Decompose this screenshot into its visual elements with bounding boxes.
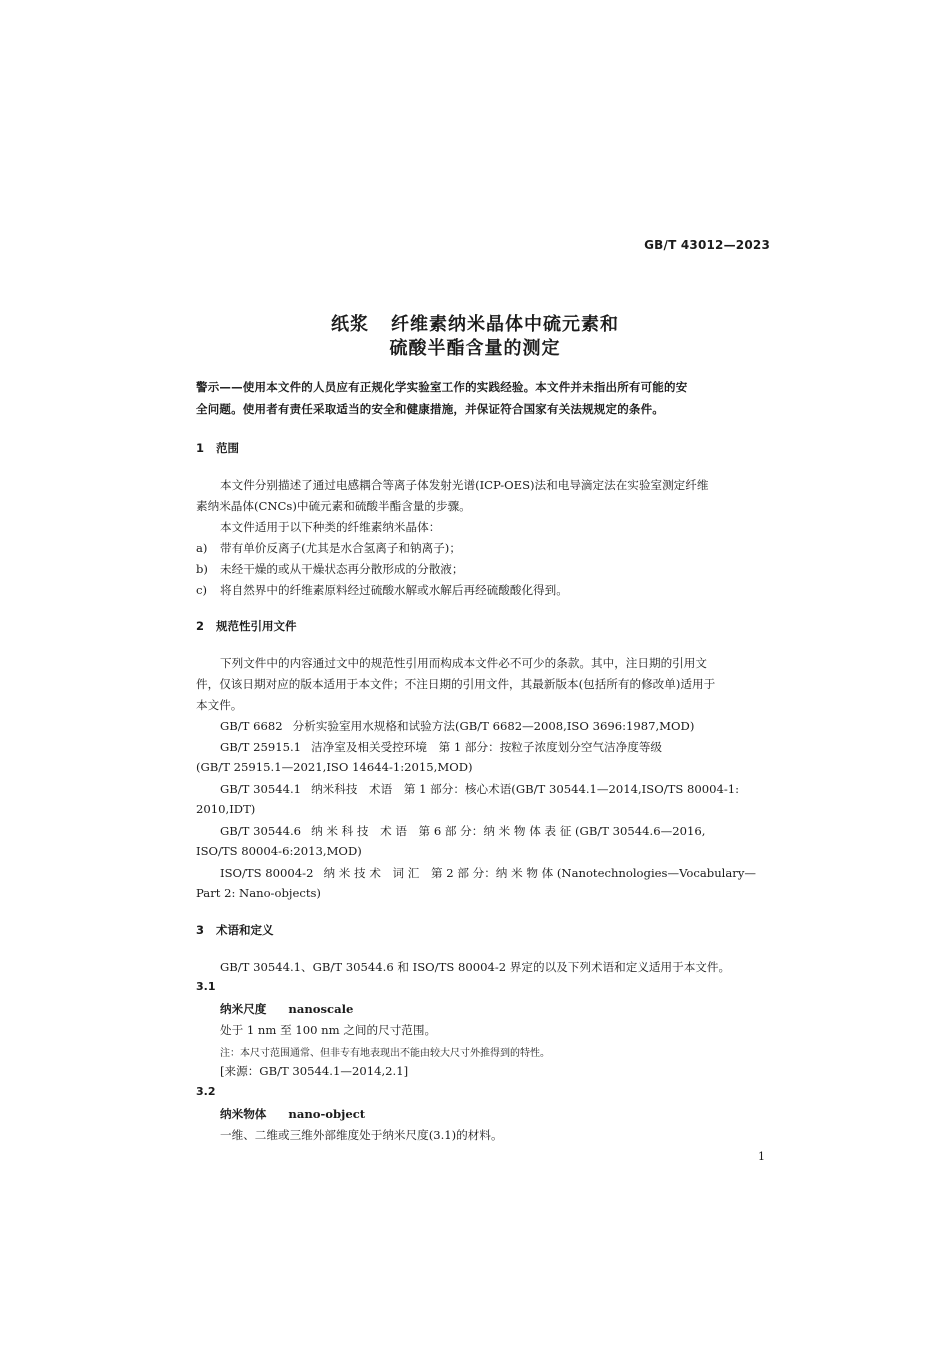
- section-2-heading: [196, 618, 297, 634]
- list-item-label: b): [196, 562, 208, 576]
- term-en: nano-object: [288, 1107, 366, 1121]
- term-note: 注：本尺寸范围通常、但非专有地表现出不能由较大尺寸外推得到的特性。: [220, 1048, 550, 1059]
- title-part2: 纤维素纳米晶体中硫元素和: [391, 314, 619, 335]
- list-item-label: c): [196, 583, 208, 597]
- section-1-para2: 本文件适用于以下种类的纤维素纳米晶体：: [220, 520, 441, 534]
- term-zh: 纳米尺度: [220, 1002, 267, 1016]
- section-3-title: 术语和定义: [216, 923, 274, 937]
- section-2-intro-line1: 下列文件中的内容通过文中的规范性引用而构成本文件必不可少的条款。其中，注日期的引用文: [220, 656, 707, 670]
- list-item: [196, 561, 463, 577]
- standard-code: GB/T 43012—2023: [644, 238, 770, 252]
- section-3-number: 3: [196, 923, 205, 937]
- document-title-line2: 硫酸半酯含量的测定: [389, 338, 561, 359]
- reference-title: 纳米科技 术语 第 1 部分：核心术语(GB/T 30544.1—2014,ISO/TS 80004-1:: [311, 782, 740, 796]
- section-2-intro-line2: 件，仅该日期对应的版本适用于本文件；不注日期的引用文件，其最新版本(包括所有的修改单)适用于: [196, 677, 716, 691]
- reference-continuation: (GB/T 25915.1—2021,ISO 14644-1:2015,MOD): [196, 760, 473, 774]
- section-2-number: 2: [196, 619, 205, 633]
- reference-entry: [220, 718, 694, 734]
- term-en: nanoscale: [288, 1002, 354, 1016]
- section-1-title: 范围: [216, 441, 239, 455]
- list-item: [196, 540, 461, 556]
- section-3-intro: GB/T 30544.1、GB/T 30544.6 和 ISO/TS 80004-2 界定的以及下列术语和定义适用于本文件。: [220, 960, 731, 974]
- list-item-text: 带有单价反离子(尤其是水合氢离子和钠离子)；: [220, 541, 461, 555]
- term-zh: 纳米物体: [220, 1107, 267, 1121]
- term-definition: 处于 1 nm 至 100 nm 之间的尺寸范围。: [220, 1023, 437, 1037]
- reference-code: GB/T 25915.1: [220, 740, 302, 754]
- list-item-text: 将自然界中的纤维素原料经过硫酸水解或水解后再经硫酸酸化得到。: [220, 583, 568, 597]
- term-definition: 一维、二维或三维外部维度处于纳米尺度(3.1)的材料。: [220, 1128, 503, 1142]
- list-item-text: 未经干燥的或从干燥状态再分散形成的分散液；: [220, 562, 464, 576]
- section-1-heading: [196, 440, 239, 456]
- term-clause-number: 3.1: [196, 980, 216, 993]
- document-title-line1: [0, 310, 950, 336]
- warning-line1: 警示——使用本文件的人员应有正规化学实验室工作的实践经验。本文件并未指出所有可能的安: [196, 380, 688, 394]
- section-3-heading: [196, 922, 274, 938]
- reference-continuation: Part 2: Nano-objects): [196, 886, 321, 900]
- reference-entry: [220, 865, 756, 881]
- reference-code: GB/T 30544.1: [220, 782, 302, 796]
- title-part1: 纸浆: [331, 314, 369, 335]
- list-item-label: a): [196, 541, 208, 555]
- section-1-number: 1: [196, 441, 205, 455]
- reference-continuation: 2010,IDT): [196, 802, 256, 816]
- reference-entry: [220, 823, 705, 839]
- reference-title: 纳 米 科 技 术 语 第 6 部 分：纳 米 物 体 表 征 (GB/T 30544.6—2016,: [311, 824, 706, 838]
- term-heading: [220, 1001, 353, 1017]
- section-2-title: 规范性引用文件: [216, 619, 297, 633]
- reference-title: 纳 米 技 术 词 汇 第 2 部 分：纳 米 物 体 (Nanotechnologies—Vocabulary—: [323, 866, 756, 880]
- warning-line2: 全问题。使用者有责任采取适当的安全和健康措施，并保证符合国家有关法规规定的条件。: [196, 402, 664, 416]
- term-heading: [220, 1106, 365, 1122]
- term-clause-number: 3.2: [196, 1085, 216, 1098]
- reference-title: 分析实验室用水规格和试验方法(GB/T 6682—2008,ISO 3696:1987,MOD): [292, 719, 695, 733]
- reference-entry: [220, 739, 662, 755]
- term-source: [来源：GB/T 30544.1—2014,2.1]: [220, 1064, 409, 1078]
- page-number: 1: [758, 1150, 765, 1163]
- reference-continuation: ISO/TS 80004-6:2013,MOD): [196, 844, 362, 858]
- reference-code: ISO/TS 80004-2: [220, 866, 314, 880]
- reference-title: 洁净室及相关受控环境 第 1 部分：按粒子浓度划分空气洁净度等级: [311, 740, 663, 754]
- section-1-para1-line2: 素纳米晶体(CNCs)中硫元素和硫酸半酯含量的步骤。: [196, 499, 471, 513]
- section-1-para1-line1: 本文件分别描述了通过电感耦合等离子体发射光谱(ICP-OES)法和电导滴定法在实验室测定纤维: [220, 478, 709, 492]
- reference-code: GB/T 6682: [220, 719, 283, 733]
- reference-entry: [220, 781, 739, 797]
- section-2-intro-line3: 本文件。: [196, 698, 243, 712]
- reference-code: GB/T 30544.6: [220, 824, 302, 838]
- list-item: [196, 582, 568, 598]
